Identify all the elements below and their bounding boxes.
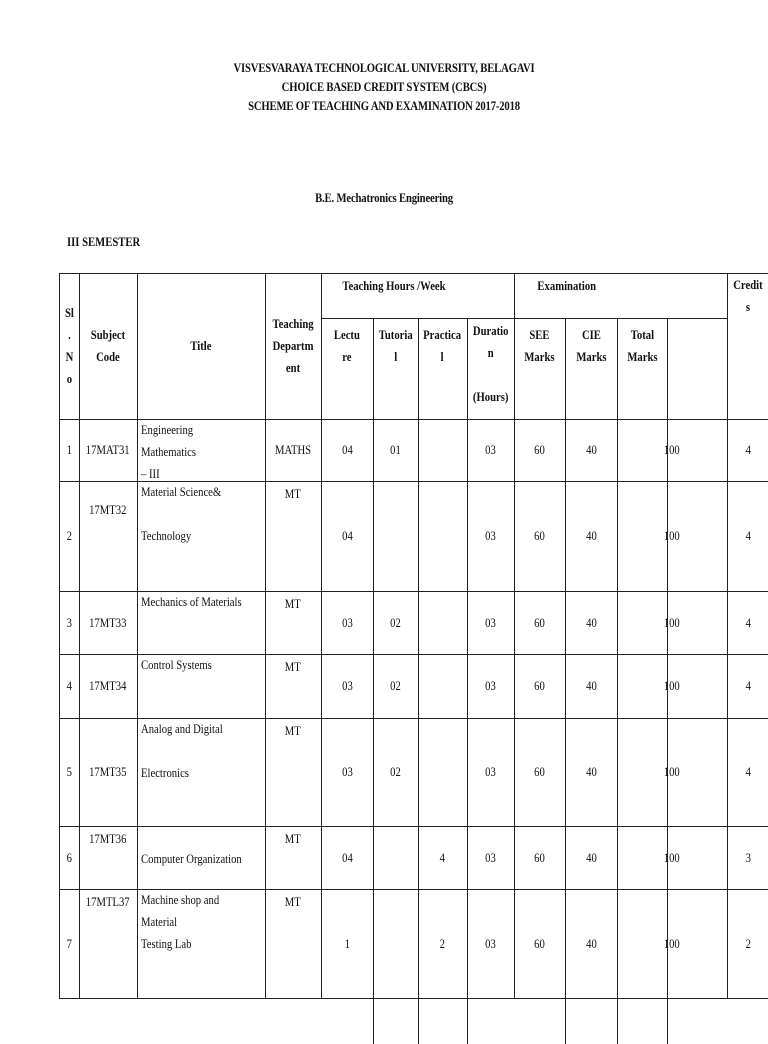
col-header-title: [137, 273, 265, 419]
row-5-practical-text: [441, 761, 444, 783]
row-1-credits-text: 4: [745, 442, 751, 457]
university-name: VISVESVARAYA TECHNOLOGICAL UNIVERSITY, BELAGAVI: [233, 60, 535, 75]
row-5-lecture-text: 03: [341, 764, 353, 779]
row-5-see: [514, 718, 565, 826]
semester-label: III SEMESTER: [67, 234, 141, 249]
row-6-duration: [467, 826, 514, 889]
row-2-total-text: 100: [664, 528, 680, 543]
row-7-lecture-text: 1: [344, 935, 350, 951]
row-4-code: [79, 654, 137, 718]
row-6-dept-text: MT: [285, 831, 301, 846]
row-2-duration-text: 03: [485, 528, 496, 543]
row-7-sl: [59, 889, 79, 998]
row-7-duration: [467, 889, 514, 998]
row-1-code: [79, 419, 137, 481]
col-header-examination: [467, 273, 667, 298]
row-1-sl-text: 1: [66, 442, 72, 457]
row-6-credits: [727, 826, 768, 889]
row-6-see-text: 60: [534, 849, 545, 865]
col-header-examination-text: Examination: [537, 277, 597, 293]
row-3-tutorial-text: 02: [390, 614, 401, 630]
row-1-code-text: 17MAT31: [86, 442, 130, 457]
row-1-credits: [727, 419, 768, 481]
col-header-lecture: [321, 318, 373, 374]
row-7-code-text: 17MTL37: [86, 894, 130, 909]
row-2-sl: [59, 481, 79, 591]
row-3-credits-text: 4: [745, 614, 751, 630]
row-7-dept: [265, 889, 321, 998]
row-1-cie: [565, 419, 617, 481]
row-5-title-text: Analog and Digital Electronics: [141, 721, 223, 780]
row-5-duration: [467, 718, 514, 826]
row-7-cie-text: 40: [585, 935, 597, 951]
row-3-lecture: [321, 591, 373, 654]
row-1-total-text: 100: [664, 442, 680, 457]
row-5-practical: [418, 718, 467, 826]
document-header: [69, 58, 699, 115]
row-1-practical-text: [441, 439, 444, 461]
row-6-lecture-text: 04: [341, 849, 353, 865]
row-5-sl: [59, 718, 79, 826]
row-4-dept: [265, 654, 321, 718]
col-header-see: [514, 318, 565, 374]
row-2-cie: [565, 481, 617, 591]
row-5-tutorial-text: 02: [390, 764, 401, 779]
row-7-sl-text: 7: [66, 935, 72, 951]
row-7-practical: [418, 889, 467, 998]
col-header-total: [617, 318, 667, 374]
row-4-title: [137, 654, 269, 718]
row-7-tutorial: [373, 889, 418, 998]
row-6-cie: [565, 826, 617, 889]
row-4-lecture-text: 03: [341, 678, 353, 693]
row-4-code-text: 17MT34: [89, 678, 127, 693]
row-5-cie-text: 40: [585, 764, 597, 779]
row-6-title: [137, 826, 269, 889]
table-hline: [59, 998, 768, 999]
row-2-dept-text: MT: [285, 486, 301, 501]
row-3-see-text: 60: [534, 614, 545, 630]
row-2-title: [137, 481, 269, 591]
col-header-subject-code-text: Subject Code: [90, 327, 126, 364]
row-7-see: [514, 889, 565, 998]
row-3-cie-text: 40: [585, 614, 597, 630]
row-2-dept: [265, 481, 321, 591]
col-header-teaching-dept: [265, 273, 321, 419]
row-3-duration: [467, 591, 514, 654]
row-5-tutorial: [373, 718, 418, 826]
row-2-total: [617, 481, 727, 591]
row-2-see-text: 60: [534, 528, 545, 543]
row-1-title-text: Engineering Mathematics – III: [141, 422, 197, 481]
row-2-sl-text: 2: [66, 528, 72, 543]
col-header-practical: [418, 318, 467, 374]
row-5-lecture: [321, 718, 373, 826]
col-header-cie-text: CIE Marks: [575, 327, 607, 364]
row-4-credits-text: 4: [745, 678, 751, 693]
row-1-duration: [467, 419, 514, 481]
row-4-practical: [418, 654, 467, 718]
row-4-total-text: 100: [664, 678, 680, 693]
row-3-code: [79, 591, 137, 654]
col-header-lecture-text: Lectu re: [333, 327, 361, 364]
row-5-dept-text: MT: [285, 723, 301, 738]
row-4-see-text: 60: [534, 678, 545, 693]
row-4-sl: [59, 654, 79, 718]
row-5-duration-text: 03: [485, 764, 496, 779]
row-3-duration-text: 03: [485, 614, 496, 630]
row-4-tutorial-text: 02: [390, 678, 401, 693]
row-3-credits: [727, 591, 768, 654]
row-3-practical-text: [441, 612, 444, 634]
row-5-title: [137, 718, 269, 826]
row-2-tutorial: [373, 481, 418, 591]
row-6-code: [79, 826, 137, 889]
row-5-code: [79, 718, 137, 826]
row-4-total: [617, 654, 727, 718]
row-4-title-text: Control Systems: [141, 657, 212, 672]
row-6-practical: [418, 826, 467, 889]
col-header-tutorial-text: Tutoria l: [378, 327, 413, 364]
row-6-sl: [59, 826, 79, 889]
row-2-practical: [418, 481, 467, 591]
col-header-teaching-hours: [321, 273, 467, 298]
col-header-slno-text: Sl . N o: [64, 305, 74, 386]
row-7-credits-text: 2: [745, 935, 751, 951]
row-7-tutorial-text: [394, 933, 397, 955]
row-7-title-text: Machine shop and Material Testing Lab: [141, 892, 220, 951]
row-6-code-text: 17MT36: [89, 831, 127, 846]
col-header-title-text: Title: [190, 338, 212, 353]
row-3-dept: [265, 591, 321, 654]
row-1-lecture-text: 04: [341, 442, 353, 457]
row-2-lecture-text: 04: [341, 528, 353, 543]
col-header-teaching-dept-text: Teaching Departm ent: [272, 316, 314, 375]
col-header-credits: [727, 273, 768, 318]
col-header-credits-text: Credit s: [733, 276, 763, 314]
row-2-code-text: 17MT32: [89, 502, 127, 517]
row-5-total: [617, 718, 727, 826]
col-header-duration: [467, 318, 514, 419]
row-5-credits: [727, 718, 768, 826]
row-1-cie-text: 40: [585, 442, 597, 457]
scheme-title: SCHEME OF TEACHING AND EXAMINATION 2017-2018: [248, 98, 520, 113]
row-3-cie: [565, 591, 617, 654]
row-3-total-text: 100: [664, 614, 680, 630]
row-3-sl: [59, 591, 79, 654]
row-3-dept-text: MT: [285, 596, 301, 611]
row-3-see: [514, 591, 565, 654]
col-header-see-text: SEE Marks: [524, 327, 555, 364]
row-6-total: [617, 826, 727, 889]
row-4-dept-text: MT: [285, 659, 301, 674]
row-1-title: [137, 419, 269, 481]
row-6-practical-text: 4: [439, 849, 446, 865]
row-1-sl: [59, 419, 79, 481]
row-1-practical: [418, 419, 467, 481]
row-2-credits-text: 4: [745, 528, 751, 543]
row-1-see: [514, 419, 565, 481]
row-1-dept: [265, 419, 321, 481]
row-3-sl-text: 3: [66, 614, 72, 630]
row-6-total-text: 100: [664, 849, 680, 865]
row-6-tutorial: [373, 826, 418, 889]
row-4-sl-text: 4: [66, 678, 72, 693]
row-2-duration: [467, 481, 514, 591]
row-6-tutorial-text: [394, 847, 397, 869]
row-4-duration: [467, 654, 514, 718]
col-header-tutorial: [373, 318, 418, 374]
col-header-teaching-hours-text: Teaching Hours /Week: [342, 277, 446, 293]
row-2-lecture: [321, 481, 373, 591]
row-7-cie: [565, 889, 617, 998]
row-2-see: [514, 481, 565, 591]
row-3-code-text: 17MT33: [89, 614, 127, 630]
program-name: B.E. Mechatronics Engineering: [315, 190, 453, 205]
row-6-cie-text: 40: [585, 849, 597, 865]
row-5-total-text: 100: [664, 764, 680, 779]
row-2-code: [79, 481, 137, 591]
row-4-cie: [565, 654, 617, 718]
row-2-practical-text: [441, 525, 444, 547]
row-3-title-text: Mechanics of Materials: [141, 594, 242, 609]
row-1-duration-text: 03: [485, 442, 496, 457]
row-1-see-text: 60: [534, 442, 545, 457]
col-header-slno: [59, 273, 79, 419]
row-3-title: [137, 591, 269, 654]
row-7-total-text: 100: [664, 935, 680, 951]
row-4-duration-text: 03: [485, 678, 496, 693]
row-7-title: [137, 889, 269, 998]
row-6-title-text: Computer Organization: [141, 851, 242, 866]
program-title: [69, 188, 699, 207]
row-6-lecture: [321, 826, 373, 889]
row-7-dept-text: MT: [285, 894, 301, 909]
row-2-tutorial-text: [394, 525, 397, 547]
row-1-tutorial: [373, 419, 418, 481]
row-4-lecture: [321, 654, 373, 718]
row-1-tutorial-text: 01: [390, 442, 401, 457]
row-4-cie-text: 40: [585, 678, 597, 693]
row-4-practical-text: [441, 675, 444, 697]
row-6-dept: [265, 826, 321, 889]
row-7-credits: [727, 889, 768, 998]
row-2-title-text: Material Science& Technology: [141, 484, 222, 543]
col-header-practical-text: Practica l: [423, 327, 462, 364]
row-2-cie-text: 40: [585, 528, 597, 543]
row-2-credits: [727, 481, 768, 591]
row-4-tutorial: [373, 654, 418, 718]
row-5-see-text: 60: [534, 764, 545, 779]
row-6-credits-text: 3: [745, 849, 751, 865]
row-3-tutorial: [373, 591, 418, 654]
row-7-lecture: [321, 889, 373, 998]
row-7-see-text: 60: [534, 935, 545, 951]
row-4-see: [514, 654, 565, 718]
row-6-sl-text: 6: [66, 849, 72, 865]
row-1-lecture: [321, 419, 373, 481]
row-6-see: [514, 826, 565, 889]
row-7-total: [617, 889, 727, 998]
row-1-dept-text: MATHS: [274, 442, 312, 457]
col-header-subject-code: [79, 273, 137, 419]
row-7-practical-text: 2: [439, 935, 446, 951]
row-5-sl-text: 5: [66, 764, 72, 779]
row-5-credits-text: 4: [745, 764, 751, 779]
row-5-dept: [265, 718, 321, 826]
row-6-duration-text: 03: [485, 849, 496, 865]
col-header-duration-text: Duratio n (Hours): [472, 323, 509, 404]
row-4-credits: [727, 654, 768, 718]
row-5-code-text: 17MT35: [89, 764, 127, 779]
col-header-total-text: Total Marks: [626, 327, 658, 364]
system-name: CHOICE BASED CREDIT SYSTEM (CBCS): [281, 79, 487, 94]
row-1-total: [617, 419, 727, 481]
row-7-code: [79, 889, 137, 998]
row-7-duration-text: 03: [485, 935, 496, 951]
col-header-cie: [565, 318, 617, 374]
row-3-lecture-text: 03: [341, 614, 353, 630]
row-3-practical: [418, 591, 467, 654]
row-5-cie: [565, 718, 617, 826]
row-3-total: [617, 591, 727, 654]
